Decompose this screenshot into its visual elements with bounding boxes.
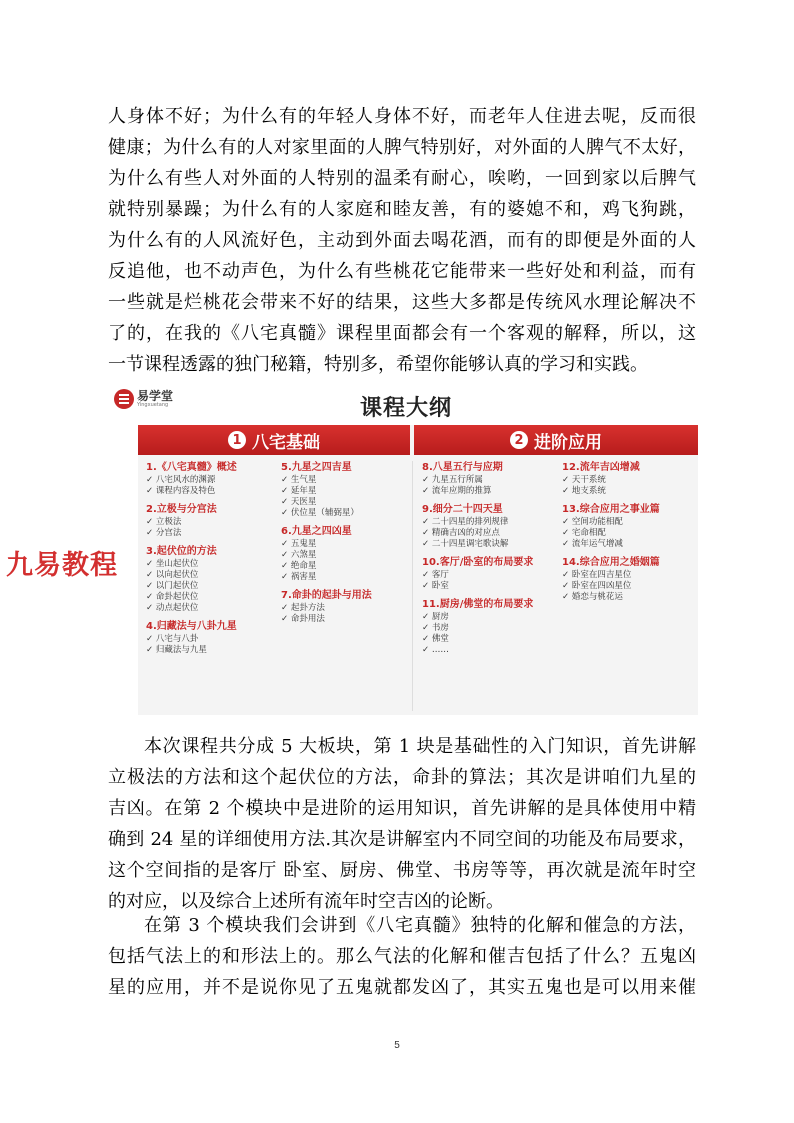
outline-item: ✓ 八宅与八卦 xyxy=(146,634,237,645)
outline-column-2 xyxy=(281,461,372,631)
outline-item: ✓ 课程内容及特色 xyxy=(146,486,237,497)
outline-item: ✓ 客厅 xyxy=(422,570,533,581)
brand-logo-subtext: Yingxuetang xyxy=(137,402,169,408)
text-line: 在第 3 个模块我们会讲到《八宅真髓》独特的化解和催急的方法， xyxy=(144,915,696,936)
outline-section xyxy=(562,503,660,550)
outline-item: ✓ 伏位星（辅弼星） xyxy=(281,508,372,519)
page-number: 5 xyxy=(394,1040,400,1051)
outline-item: ✓ 卧室在四吉星位 xyxy=(562,570,660,581)
outline-section-title: 1.《八宅真髓》概述 xyxy=(146,462,237,473)
text-line: 包括气法上的和形法上的。那么气法的化解和催吉包括了什么？五鬼凶 xyxy=(108,946,696,967)
section-band-advanced xyxy=(414,425,698,455)
text-line: 为什么有些人对外面的人特别的温柔有耐心，唉哟，一回到家以后脾气 xyxy=(108,168,696,189)
outline-title: 课程大纲 xyxy=(359,396,452,421)
outline-section xyxy=(146,461,237,497)
outline-item: ✓ 起卦方法 xyxy=(281,603,372,614)
text-line: 就特别暴躁；为什么有的人家庭和睦友善，有的婆媳不和，鸡飞狗跳， xyxy=(108,199,696,220)
section-band-basics xyxy=(138,425,410,455)
outline-item: ✓ 分宫法 xyxy=(146,528,237,539)
outline-section-title: 7.命卦的起卦与用法 xyxy=(281,590,372,601)
text-line: 健康；为什么有的人对家里面的人脾气特别好，对外面的人脾气不太好， xyxy=(108,137,696,158)
outline-section xyxy=(422,556,533,592)
outline-item: ✓ 九星五行所属 xyxy=(422,475,533,486)
outline-section xyxy=(281,589,372,625)
outline-section-title: 12.流年吉凶增减 xyxy=(562,462,640,473)
outline-item: ✓ 祸害星 xyxy=(281,572,372,583)
outline-item: ✓ 婚恋与桃花运 xyxy=(562,592,660,603)
outline-section-title: 3.起伏位的方法 xyxy=(146,546,217,557)
outline-item: ✓ 立极法 xyxy=(146,517,237,528)
outline-section-title: 4.归藏法与八卦九星 xyxy=(146,621,237,632)
outline-section-title: 11.厨房/佛堂的布局要求 xyxy=(422,599,534,610)
outline-item: ✓ 厨房 xyxy=(422,612,533,623)
outline-item: ✓ 动点起伏位 xyxy=(146,603,237,614)
outline-item: ✓ 宅命相配 xyxy=(562,528,660,539)
text-line: 立极法的方法和这个起伏位的方法，命卦的算法；其次是讲咱们九星的 xyxy=(108,767,696,788)
section-band-label: 八宅基础 xyxy=(252,432,320,453)
outline-item: ✓ 六煞星 xyxy=(281,550,372,561)
outline-item: ✓ 二十四星调宅歌诀解 xyxy=(422,539,533,550)
outline-column-1 xyxy=(146,461,237,662)
outline-section xyxy=(146,545,237,614)
outline-section xyxy=(422,598,533,656)
outline-item: ✓ 命卦起伏位 xyxy=(146,592,237,603)
paragraph-module-three xyxy=(108,910,696,1003)
outline-item: ✓ 五鬼星 xyxy=(281,539,372,550)
section-band-label: 进阶应用 xyxy=(534,432,602,453)
outline-item: ✓ 八宅风水的渊源 xyxy=(146,475,237,486)
text-line: 星的应用，并不是说你见了五鬼就都发凶了，其实五鬼也是可以用来催 xyxy=(108,977,696,998)
section-number-badge: 2 xyxy=(510,431,528,449)
outline-item: ✓ 绝命星 xyxy=(281,561,372,572)
section-number-badge: 1 xyxy=(228,431,246,449)
outline-item: ✓ 归藏法与九星 xyxy=(146,645,237,656)
outline-section-title: 9.细分二十四天星 xyxy=(422,504,503,515)
outline-item: ✓ 卧室 xyxy=(422,581,533,592)
text-line: 反追他，也不动声色，为什么有些桃花它能带来一些好处和利益，而有 xyxy=(108,261,696,282)
text-line: 一些就是烂桃花会带来不好的结果，这些大多都是传统风水理论解决不 xyxy=(108,292,696,313)
text-line: 这个空间指的是客厅 卧室、厨房、佛堂、书房等等，再次就是流年时空 xyxy=(108,860,696,881)
text-line: 了的，在我的《八宅真髓》课程里面都会有一个客观的解释，所以，这 xyxy=(108,323,696,344)
outline-item: ✓ …… xyxy=(422,645,533,656)
text-line: 的对应，以及综合上述所有流年时空吉凶的论断。 xyxy=(108,891,504,912)
outline-section xyxy=(422,503,533,550)
outline-section xyxy=(562,461,660,497)
outline-item: ✓ 坐山起伏位 xyxy=(146,559,237,570)
text-line: 人身体不好；为什么有的年轻人身体不好，而老年人住进去呢，反而很 xyxy=(108,106,696,127)
outline-section-title: 8.八星五行与应期 xyxy=(422,462,503,473)
paragraph-intro xyxy=(108,101,696,380)
outline-section xyxy=(146,503,237,539)
outline-item: ✓ 精确吉凶的对应点 xyxy=(422,528,533,539)
text-line: 吉凶。在第 2 个模块中是进阶的运用知识，首先讲解的是具体使用中精 xyxy=(108,798,696,819)
outline-section xyxy=(281,461,372,519)
outline-item: ✓ 地支系统 xyxy=(562,486,660,497)
outline-item: ✓ 卧室在四凶星位 xyxy=(562,581,660,592)
outline-item: ✓ 以门起伏位 xyxy=(146,581,237,592)
outline-item: ✓ 生气星 xyxy=(281,475,372,486)
outline-section-title: 2.立极与分宫法 xyxy=(146,504,217,515)
outline-section-title: 13.综合应用之事业篇 xyxy=(562,504,660,515)
outline-section-title: 14.综合应用之婚姻篇 xyxy=(562,557,660,568)
outline-item: ✓ 佛堂 xyxy=(422,634,533,645)
watermark-text: 九易教程 xyxy=(6,550,118,581)
outline-section xyxy=(146,620,237,656)
outline-item: ✓ 命卦用法 xyxy=(281,614,372,625)
text-line: 一节课程透露的独门秘籍，特别多，希望你能够认真的学习和实践。 xyxy=(108,354,648,375)
text-line: 本次课程共分成 5 大板块，第 1 块是基础性的入门知识，首先讲解 xyxy=(144,736,696,757)
course-outline-figure xyxy=(108,383,704,723)
outline-item: ✓ 空间功能相配 xyxy=(562,517,660,528)
outline-item: ✓ 延年星 xyxy=(281,486,372,497)
column-divider xyxy=(412,461,413,711)
outline-section xyxy=(422,461,533,497)
outline-item: ✓ 二十四星的排列规律 xyxy=(422,517,533,528)
outline-body xyxy=(138,425,698,715)
text-line: 为什么有的人风流好色，主动到外面去喝花酒，而有的即便是外面的人 xyxy=(108,230,696,251)
outline-item: ✓ 以向起伏位 xyxy=(146,570,237,581)
outline-item: ✓ 天医星 xyxy=(281,497,372,508)
outline-column-4 xyxy=(562,461,660,609)
outline-item: ✓ 流年应期的推算 xyxy=(422,486,533,497)
paragraph-course-structure xyxy=(108,731,696,917)
outline-section-title: 5.九星之四吉星 xyxy=(281,462,352,473)
outline-section-title: 6.九星之四凶星 xyxy=(281,526,352,537)
outline-column-3 xyxy=(422,461,533,662)
text-line: 确到 24 星的详细使用方法.其次是讲解室内不同空间的功能及布局要求， xyxy=(108,829,696,850)
outline-section xyxy=(281,525,372,583)
outline-item: ✓ 流年运气增减 xyxy=(562,539,660,550)
outline-item: ✓ 书房 xyxy=(422,623,533,634)
outline-section-title: 10.客厅/卧室的布局要求 xyxy=(422,557,534,568)
outline-item: ✓ 天干系统 xyxy=(562,475,660,486)
brand-logo-text: 易学堂 xyxy=(137,389,174,403)
outline-section xyxy=(562,556,660,603)
